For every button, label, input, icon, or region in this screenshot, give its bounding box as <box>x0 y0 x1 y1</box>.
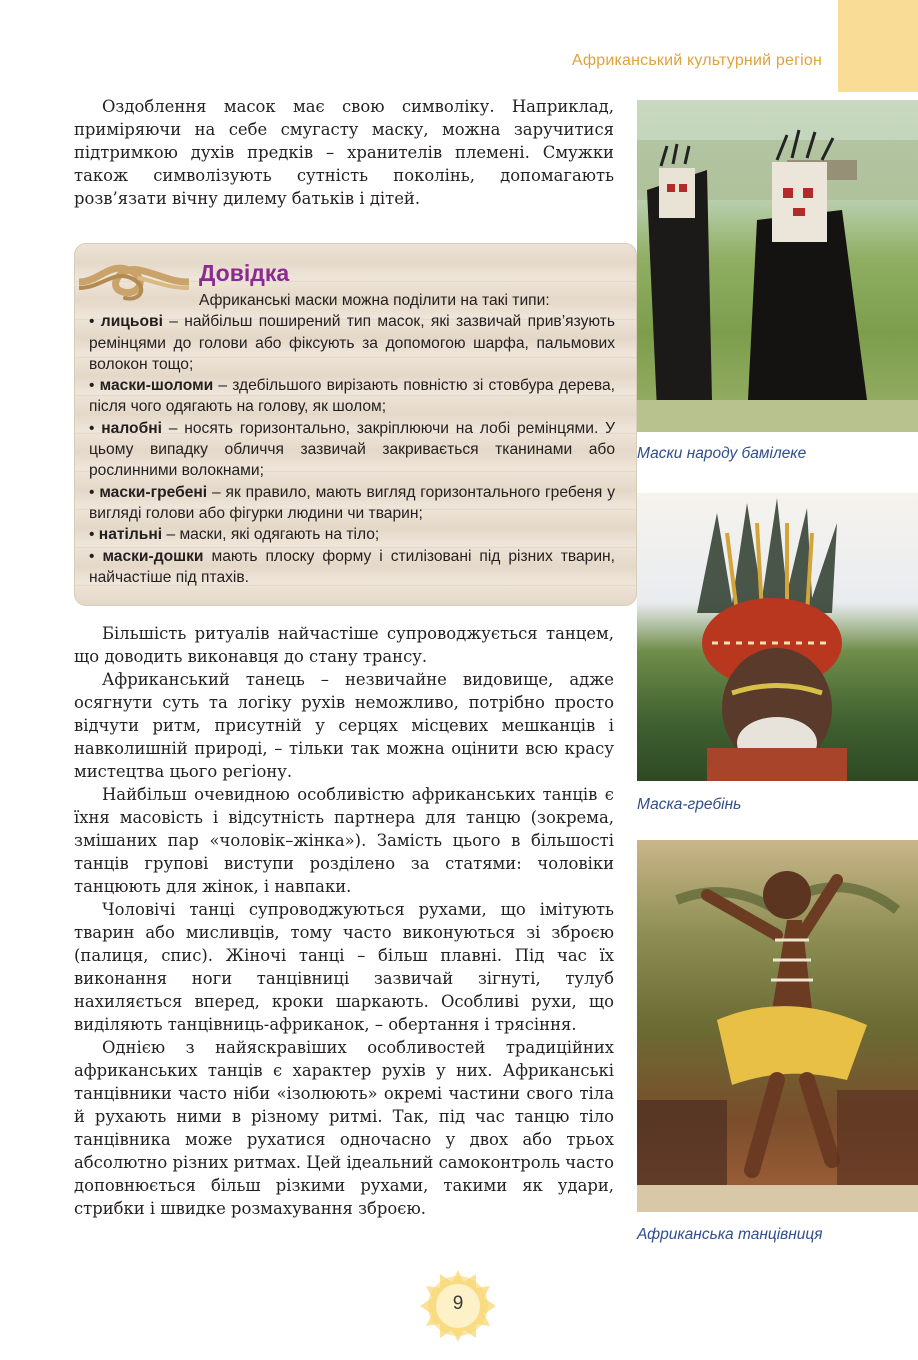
body-text <box>74 622 614 1220</box>
reference-title: Довідка <box>199 260 290 286</box>
reference-item-term: налобні <box>101 419 162 437</box>
figure-caption: Маски народу бамілеке <box>637 445 807 462</box>
reference-item-text: – здебільшого вирізають повністю зі стовбура дерева, після чого одягають на голову, як шолом; <box>89 377 616 416</box>
body-paragraph: Африканський танець – незвичайне видовище, адже осягнути суть та логіку рухів неможливо, потрібно просто відчути ритм, присутній у серцях місцевих мешканців і навколишній природі, – тільки так можна оцінити всю красу мистецтва цього регіону. <box>74 670 614 781</box>
body-paragraph: Найбільш очевидною особливістю африканських танців є їхня масовість і відсутність партнера для танцю (зокрема, змішаних пар «чоловік–жінка»). Замість цього в більшості танців групові виступи розділено за статями: чоловіки танцюють для жінок, і навпаки. <box>74 785 614 896</box>
reference-item-term: натільні <box>98 526 163 544</box>
reference-item-term: маски-шоломи <box>99 377 214 395</box>
reference-item-text: – найбільш поширений тип масок, які зазвичай прив’язують ремінцями до голови або фіксують за допомогою шарфа, пальмових волокон тощо; <box>89 313 615 373</box>
photo-bamileke-masks <box>637 100 918 432</box>
reference-lead: Африканські маски можна поділити на такі типи: <box>199 292 550 309</box>
reference-item: • лицьові – найбільш поширений тип масок, які зазвичай прив’язують ремінцями до голови або фіксують за допомогою шарфа, пальмових волокон тощо; <box>89 313 615 373</box>
reference-item-term: лицьові <box>100 313 163 331</box>
figure-caption: Африканська танцівниця <box>637 1226 823 1243</box>
reference-box <box>74 243 637 606</box>
reference-item: • маски-дошки мають плоску форму і стилізовані під різних тварин, найчастіше під птахів. <box>89 547 615 586</box>
page-number: 9 <box>452 1293 464 1314</box>
dancer-illustration <box>637 840 918 1212</box>
body-paragraph: Більшість ритуалів найчастіше супроводжується танцем, що доводить виконавця до стану трансу. <box>74 624 614 666</box>
intro-paragraph: Оздоблення масок має свою символіку. Наприклад, приміряючи на себе смугасту маску, можна заручитися підтримкою духів предків – хранителів племені. Смужки також символізують сутність поколінь, допомагають розв’язати вічну дилему батьків і дітей. <box>74 97 614 208</box>
reference-item-text: – як правило, мають вигляд горизонтального гребеня у вигляді голови або фігурки людини чи тварин; <box>89 483 615 522</box>
reference-item: • натільні – маски, які одягають на тіло; <box>89 526 380 544</box>
crest-mask-illustration <box>637 493 918 781</box>
body-paragraph: Чоловічі танці супроводжуються рухами, що імітують тварин або мисливців, тому часто виконуються зі зброєю (палиця, спис). Жіночі танці – більш плавні. Під час їх виконання ноги танцівниці зазвичай зігнуті, тулуб нахиляється вперед, кроки шаркають. Особливі рухи, що виділяють танцівниць-африканок, – обертання і трясіння. <box>74 900 614 1034</box>
masked-dancers-illustration <box>637 100 918 432</box>
reference-item: • налобні – носять горизонтально, закріплюючи на лобі ремінцями. У цьому випадку обличчя зазвичай закривається тканинами або рослинними волокнами; <box>89 419 615 480</box>
reference-item: • маски-гребені – як правило, мають вигляд горизонтального гребеня у вигляді голови або фігурки людини чи тварин; <box>89 483 615 522</box>
reference-text <box>89 290 615 588</box>
figure-caption: Маска-гребінь <box>637 796 742 813</box>
photo-african-dancer <box>637 840 918 1212</box>
running-title: Африканський культурний регіон <box>571 52 822 69</box>
reference-item-text: – носять горизонтально, закріплюючи на лобі ремінцями. У цьому випадку обличчя зазвичай закривається тканинами або рослинними волокнами; <box>89 419 615 480</box>
reference-item: • маски-шоломи – здебільшого вирізають повністю зі стовбура дерева, після чого одягають на голову, як шолом; <box>89 377 616 416</box>
reference-item-text: мають плоску форму і стилізовані під різних тварин, найчастіше під птахів. <box>89 547 615 586</box>
intro-text <box>74 95 614 210</box>
body-paragraph: Однією з найяскравіших особливостей традиційних африканських танців є характер рухів у них. Африканські танцівники часто ніби «ізолюють» окремі частини свого тіла й рухають ними в різному ритмі. Так, під час танцю тіло танцівника може рухатися одночасно у двох або трьох абсолютно різних ритмах. Цей ідеальний самоконтроль часто доповнюється більш різкими рухами, такими як удари, стрибки і швидке розмахування зброєю. <box>74 1038 614 1218</box>
photo-crest-mask <box>637 493 918 781</box>
reference-item-term: маски-дошки <box>102 547 204 565</box>
reference-item-term: маски-гребені <box>99 483 208 501</box>
header-corner-tab <box>838 0 918 92</box>
reference-item-text: – маски, які одягають на тіло; <box>162 526 380 544</box>
